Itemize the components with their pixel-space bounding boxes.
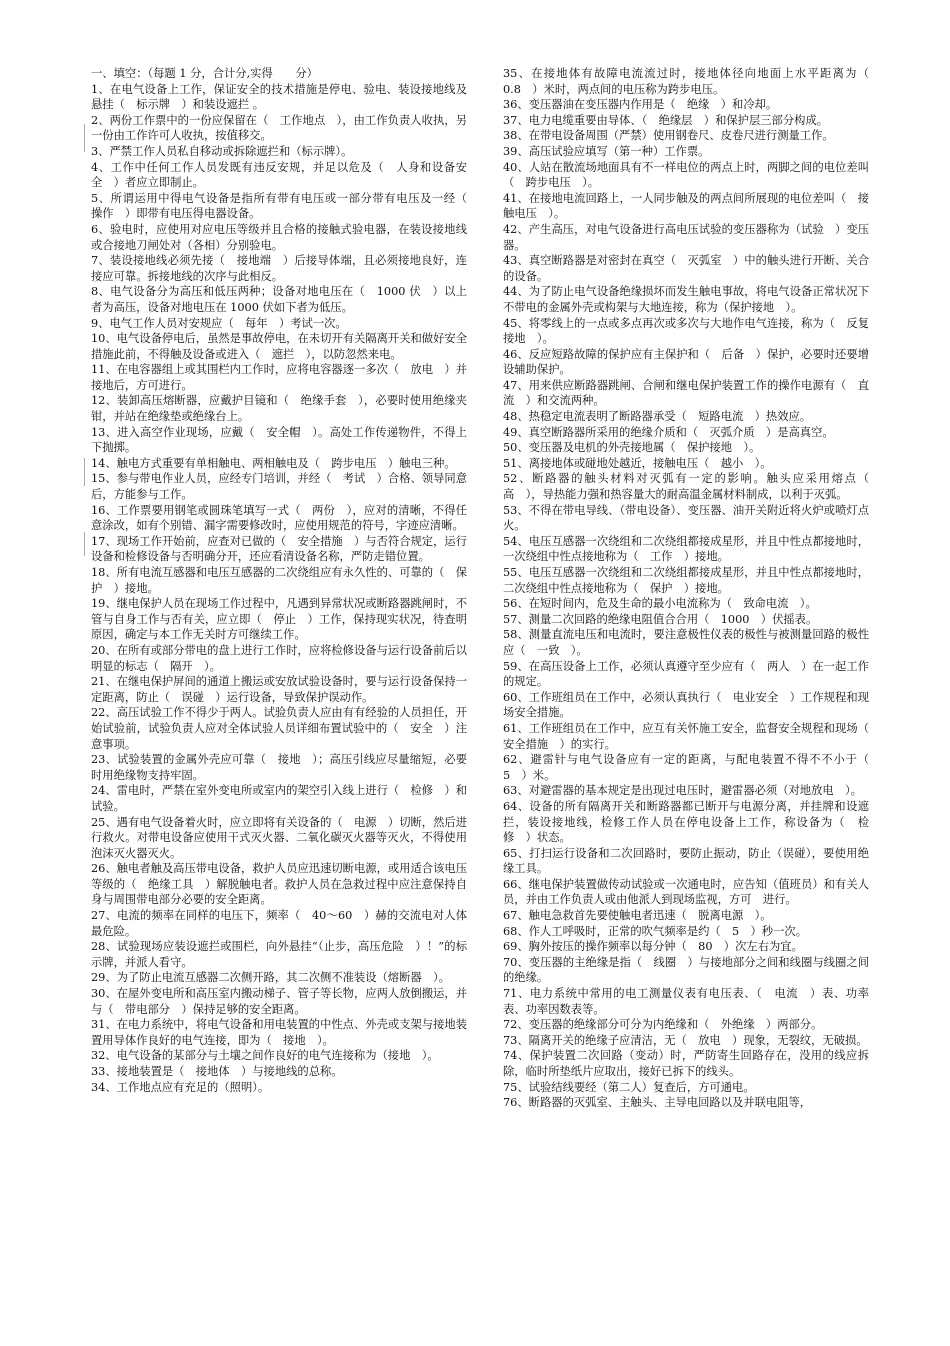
question-item: 31、在电力系统中，将电气设备和用电装置的中性点、外壳或支架与接地装置用导体作良好的电气连接，即为（ 接地 ）。 bbox=[91, 1018, 467, 1047]
question-item: 7、装设接地线必须先接（ 接地端 ）后接导体端，且必须接地良好，连接应可靠。拆接地线的次序与此相反。 bbox=[91, 254, 467, 283]
question-item: 69、胸外按压的操作频率以每分钟（ 80 ）次左右为宜。 bbox=[503, 940, 803, 954]
question-item: 53、不得在带电导线、（带电设备）、变压器、油开关附近将火炉或喷灯点火。 bbox=[503, 503, 869, 533]
question-item: 19、继电保护人员在现场工作过程中，凡遇到异常状况或断路器跳闸时，不管与自身工作与否有关，应立即（ 停止 ）工作，保持现实状况，待查明原因，确定与本工作无关时方可继续工作。 bbox=[91, 597, 467, 642]
question-item: 54、电压互感器一次绕组和二次绕组都接成星形，并且中性点都接地时，一次绕组中性点接地称为（ 工作 ）接地。 bbox=[503, 534, 869, 564]
question-item: 72、变压器的绝缘部分可分为内绝缘和（ 外绝缘 ）两部分。 bbox=[503, 1018, 823, 1032]
question-item: 22、高压试验工作不得少于两人。试验负责人应由有有经验的人员担任，开始试验前，试验负责人应对全体试验人员详细布置试验中的（ 安全 ）注意事项。 bbox=[91, 706, 467, 751]
question-item: 58、测量直流电压和电流时，要注意极性仪表的极性与被测量回路的极性应（ 一致 ）。 bbox=[503, 628, 869, 657]
question-item: 1、在电气设备上工作，保证安全的技术措施是停电、验电、装设接地线及悬挂（ 标示牌 ）和装设遮拦 。 bbox=[91, 82, 467, 112]
question-item: 35、在接地体有故障电流流过时，接地体径向地面上水平距离为（ 0.8 ）米时，两点间的电压称为跨步电压。 bbox=[503, 67, 881, 96]
question-item: 20、在所有或部分带电的盘上进行工作时，应将检修设备与运行设备前后以明显的标志（ 隔开 ）。 bbox=[91, 643, 467, 673]
question-item: 48、热稳定电流表明了断路器承受（ 短路电流 ）热效应。 bbox=[503, 410, 812, 424]
question-item: 30、在屋外变电所和高压室内搬动梯子、管子等长物，应两人放倒搬运，并与（ 带电部分 ）保持足够的安全距离。 bbox=[91, 987, 467, 1016]
question-item: 40、人站在散流场地面具有不一样电位的两点上时，两脚之间的电位差叫（ 跨步电压 ）。 bbox=[503, 160, 869, 190]
question-item: 62、避雷针与电气设备应有一定的距离，与配电装置不得不不小于（ 5 ）米。 bbox=[503, 753, 881, 782]
question-item: 56、在短时间内，危及生命的最小电流称为（ 致命电流 ）。 bbox=[503, 597, 817, 611]
question-item: 33、接地装置是（ 接地体 ）与接地线的总称。 bbox=[91, 1065, 343, 1078]
question-item: 74、保护装置二次回路（变动）时，严防寄生回路存在，没用的线应拆除，临时所垫纸片应取出，接好已拆下的线头。 bbox=[503, 1049, 869, 1078]
question-item: 4、工作中任何工作人员发既有违反安规，并足以危及（ 人身和设备安全 ）者应立即制止。 bbox=[91, 160, 467, 190]
question-item: 50、变压器及电机的外壳接地属（ 保护接地 ）。 bbox=[503, 441, 761, 455]
question-item: 55、电压互感器一次绕组和二次绕组都接成星形，并且中性点都接地时，二次绕组中性点接地称为（ 保护 ）接地。 bbox=[503, 566, 869, 595]
question-item: 17、现场工作开始前，应查对已做的（ 安全措施 ）与否符合规定，运行设备和检修设备与否明确分开，还应看清设备名称，严防走错位置。 bbox=[91, 534, 467, 564]
question-item: 76、断路器的灭弧室、主触头、主导电回路以及并联电阻等， bbox=[503, 1096, 812, 1110]
question-item: 49、真空断路器所采用的绝缘介质和（ 灭弧介质 ）是高真空。 bbox=[503, 425, 834, 439]
question-item: 2、两份工作票中的一份应保留在（ 工作地点 ），由工作负责人收执，另一份由工作许可人收执，按值移交。 bbox=[91, 113, 467, 143]
question-item: 38、在带电设备周围（严禁）使用钢卷尺、皮卷尺进行测量工作。 bbox=[503, 129, 834, 143]
question-item: 25、遇有电气设备着火时，应立即将有关设备的（ 电源 ）切断，然后进行救火。对带电设备应使用干式灭火器、二氧化碳灭火器等灭火，不得使用泡沫灭火器灭火。 bbox=[91, 815, 467, 860]
question-item: 13、进入高空作业现场，应戴（ 安全帽 ）。高处工作传递物件，不得上下抛掷。 bbox=[91, 425, 467, 455]
question-item: 8、电气设备分为高压和低压两种；设备对地电压在（ 1000 伏 ）以上者为高压，设备对地电压在 1000 伏如下者为低压。 bbox=[91, 285, 467, 314]
question-item: 37、电力电缆重要由导体、（ 绝缘层 ）和保护层三部分构成。 bbox=[503, 113, 829, 127]
question-item: 14、触电方式重要有单相触电、两相触电及（ 跨步电压 ）触电三种。 bbox=[91, 456, 456, 470]
question-item: 16、工作票要用钢笔或圆珠笔填写一式（ 两份 ），应对的清晰，不得任意涂改，如有个别错、漏字需要修改时，应使用规范的符号，字迹应清晰。 bbox=[91, 503, 467, 533]
question-item: 11、在电容器组上或其围栏内工作时，应将电容器逐一多次（ 放电 ）并接地后，方可进行。 bbox=[91, 363, 467, 392]
question-item: 71、电力系统中常用的电工测量仪表有电压表、（ 电流 ）表、功率表、功率因数表等。 bbox=[503, 987, 869, 1016]
question-item: 67、触电急救首先要使触电者迅速（ 脱离电源 ）。 bbox=[503, 909, 772, 923]
question-item: 6、验电时，应使用对应电压等级并且合格的接触式验电器，在装设接地线或合接地刀闸处对（各相）分别验电。 bbox=[91, 222, 467, 252]
question-item: 43、真空断路器是对密封在真空（ 灭弧室 ）中的触头进行开断、关合的设备。 bbox=[503, 254, 869, 283]
question-item: 66、继电保护装置做传动试验或一次通电时，应告知（值班员）和有关人员，并由工作负责人或由他派人到现场监视，方可 进行。 bbox=[503, 877, 869, 907]
question-item: 68、作人工呼吸时，正常的吹气频率是约（ 5 ）秒一次。 bbox=[503, 924, 807, 938]
question-item: 26、触电者触及高压带电设备，救护人员应迅速切断电源，或用适合该电压等级的（ 绝缘工具 ）解脱触电者。救护人员在急救过程中应注意保持自身与周围带电部分必要的安全距离。 bbox=[91, 862, 467, 907]
question-item: 一、填空：（每题 1 分，合计分,实得 分） bbox=[91, 67, 318, 80]
question-item: 27、电流的频率在同样的电压下，频率（ 40～60 ）赫的交流电对人体最危险。 bbox=[91, 909, 467, 938]
question-item: 23、试验装置的金属外壳应可靠（ 接地 ）；高压引线应尽量缩短，必要时用绝缘物支持牢固。 bbox=[91, 753, 467, 782]
question-item: 32、电气设备的某部分与土壤之间作良好的电气连接称为（接地 ）。 bbox=[91, 1049, 439, 1063]
question-item: 46、反应短路故障的保护应有主保护和（ 后备 ）保护，必要时还要增设辅助保护。 bbox=[503, 347, 869, 377]
margin-mark bbox=[84, 124, 85, 152]
question-item: 59、在高压设备上工作，必须认真遵守至少应有（ 两人 ）在一起工作的规定。 bbox=[503, 659, 869, 689]
question-item: 60、工作班组员在工作中，必须认真执行（ 电业安全 ）工作规程和现场安全措施。 bbox=[503, 690, 869, 720]
question-item: 5、所谓运用中得电气设备是指所有带有电压或一部分带有电压及一经（ 操作 ）即带有电压得电器设备。 bbox=[91, 191, 479, 221]
question-item: 12、装卸高压熔断器，应戴护目镜和（ 绝缘手套 ），必要时使用绝缘夹钳，并站在绝缘垫或绝缘台上。 bbox=[91, 394, 467, 424]
question-item: 45、将零线上的一点或多点再次或多次与大地作电气连接，称为（ 反复接地 ）。 bbox=[503, 316, 869, 346]
question-item: 21、在继电保护屏间的通道上搬运或安放试验设备时，要与运行设备保持一定距离，防止（ 误碰 ）运行设备，导致保护误动作。 bbox=[91, 675, 467, 704]
left-column bbox=[91, 66, 479, 1095]
question-item: 44、为了防止电气设备绝缘损坏而发生触电事故，将电气设备正常状况下不带电的金属外壳或构架与大地连接，称为（保护接地 ）。 bbox=[503, 285, 869, 314]
question-item: 64、设备的所有隔离开关和断路器都已断开与电源分离，并挂牌和设遮拦，装设接地线，检修工作人员在停电设备上工作，称设备为（ 检修 ）状态。 bbox=[503, 799, 869, 845]
question-item: 65、打扫运行设备和二次回路时，要防止振动，防止（误碰），要使用绝缘工具。 bbox=[503, 846, 869, 876]
question-item: 51、离接地体或碰地处越近，接触电压（ 越小 ）。 bbox=[503, 456, 772, 470]
question-item: 3、严禁工作人员私自移动或拆除遮拦和（标示牌）。 bbox=[91, 144, 353, 158]
question-item: 39、高压试验应填写（第一种）工作票。 bbox=[503, 144, 710, 158]
question-item: 34、工作地点应有充足的（照明）。 bbox=[91, 1080, 270, 1094]
question-item: 36、变压器油在变压器内作用是（ 绝缘 ）和冷却。 bbox=[503, 98, 778, 112]
question-item: 41、在接地电流回路上，一人同步触及的两点间所展现的电位差叫（ 接触电压 ）。 bbox=[503, 191, 869, 221]
question-item: 15、参与带电作业人员，应经专门培训，并经（ 考试 ）合格、领导同意后，方能参与工作。 bbox=[91, 472, 467, 502]
question-item: 10、电气设备停电后，虽然是事故停电，在未切开有关隔离开关和做好安全措施此前，不得触及设备或进入（ 遮拦 ），以防忽然来电。 bbox=[91, 332, 467, 361]
right-column bbox=[503, 66, 881, 1111]
question-item: 70、变压器的主绝缘是指（ 线圈 ）与接地部分之间和线圈与线圈之间的绝缘。 bbox=[503, 955, 869, 985]
margin-mark bbox=[84, 532, 85, 556]
question-item: 73、隔离开关的绝缘子应清洁，无（ 放电 ）现象，无裂纹，无破损。 bbox=[503, 1033, 868, 1047]
question-item: 61、工作班组员在工作中，应互有关怀施工安全，监督安全规程和现场（ 安全措施 ）的实行。 bbox=[503, 721, 881, 751]
question-item: 28、试验现场应装设遮拦或围栏，向外悬挂“（止步，高压危险 ）！”的标示牌，并派人看守。 bbox=[91, 940, 467, 969]
question-item: 57、测量二次回路的绝缘电阻值合合用（ 1000 ）伏摇表。 bbox=[503, 612, 818, 626]
question-item: 63、对避雷器的基本规定是出现过电压时，避雷器必须（对地放电 ）。 bbox=[503, 784, 862, 798]
question-item: 47、用来供应断路器跳闸、合闸和继电保护装置工作的操作电源有（ 直流 ）和交流两种。 bbox=[503, 378, 869, 408]
question-item: 29、为了防止电流互感器二次侧开路，其二次侧不准装设（熔断器 ）。 bbox=[91, 971, 450, 985]
question-item: 75、试验结线要经（第二人）复查后，方可通电。 bbox=[503, 1080, 755, 1094]
question-item: 52、断路器的触头材料对灭弧有一定的影响。触头应采用熔点（ 高 ），导热能力强和热容量大的耐高温金属材料制成，以利于灭弧。 bbox=[503, 472, 881, 502]
question-item: 9、电气工作人员对安规应（ 每年 ）考试一次。 bbox=[91, 316, 347, 330]
question-item: 18、所有电流互感器和电压互感器的二次绕组应有永久性的、可靠的（ 保护 ）接地。 bbox=[91, 566, 467, 595]
margin-mark bbox=[84, 458, 85, 486]
question-item: 24、雷电时，严禁在室外变电所或室内的架空引入线上进行（ 检修 ）和试验。 bbox=[91, 784, 467, 813]
question-item: 42、产生高压，对电气设备进行高电压试验的变压器称为（试验 ）变压器。 bbox=[503, 222, 869, 252]
